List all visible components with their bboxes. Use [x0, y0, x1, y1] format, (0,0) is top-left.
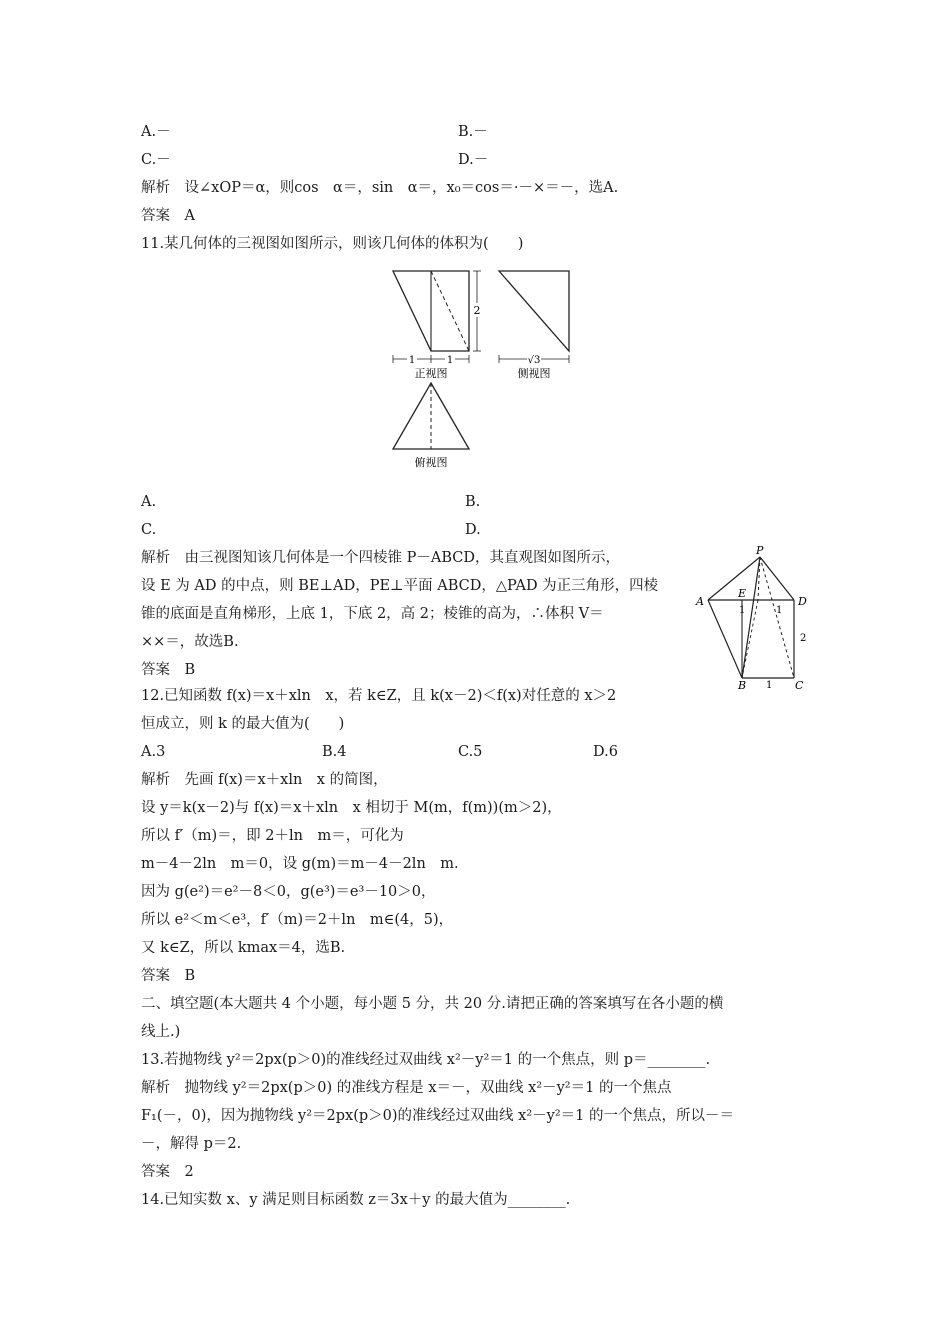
front-view-label: 正视图: [414, 367, 448, 380]
dim-1b-label: 1: [446, 355, 454, 366]
q12-option-d: D.6: [593, 744, 618, 760]
label-2: 2: [800, 633, 807, 644]
side-view-label: 侧视图: [517, 367, 551, 380]
q13-answer: 答案 2: [141, 1164, 194, 1180]
label-p: P: [756, 545, 764, 557]
q11-analysis-line1: 解析 由三视图知该几何体是一个四棱锥 P－ABCD，其直观图如图所示，: [141, 550, 620, 566]
q11-option-b: B.: [465, 494, 481, 510]
label-b: B: [738, 679, 747, 691]
front-view: [393, 271, 482, 380]
three-view-figure: [385, 265, 575, 475]
dim-sqrt3-label: √3: [527, 355, 541, 366]
label-1b: 1: [776, 605, 783, 616]
q12-analysis-line3: 所以 f′（m)＝，即 2＋ln m＝，可化为: [141, 828, 404, 844]
q11-option-a: A.: [141, 494, 157, 510]
q12-analysis-line2: 设 y＝k(x－2)与 f(x)＝x＋xln x 相切于 M(m，f(m))(m＞2)，: [141, 800, 562, 816]
q13-stem: 13.若抛物线 y²＝2px(p＞0)的准线经过双曲线 x²－y²＝1 的一个焦点，则 p＝________.: [141, 1052, 711, 1068]
q11-analysis-line4: ××＝，故选B.: [141, 634, 239, 650]
top-view-label: 俯视图: [414, 456, 448, 469]
q12-option-c: C.5: [458, 744, 483, 760]
q12-analysis-line4: m－4－2ln m＝0，设 g(m)＝m－4－2ln m.: [141, 856, 459, 872]
q10-option-b: B.－: [458, 124, 488, 140]
q12-option-b: B.4: [322, 744, 347, 760]
q12-stem-line1: 12.已知函数 f(x)＝x＋xln x，若 k∈Z，且 k(x－2)＜f(x)对任意的 x＞2: [141, 688, 617, 704]
dim-1a-label: 1: [408, 355, 416, 366]
q10-option-d: D.－: [458, 152, 489, 168]
q12-analysis-line1: 解析 先画 f(x)＝x＋xln x 的简图，: [141, 772, 388, 788]
label-a: A: [696, 595, 704, 608]
q11-option-d: D.: [465, 522, 481, 538]
q11-option-c: C.: [141, 522, 157, 538]
q12-analysis-line5: 因为 g(e²)＝e²－8＜0，g(e³)＝e³－10＞0，: [141, 884, 436, 900]
dim-2-label: 2: [473, 304, 481, 317]
q11-stem: 11.某几何体的三视图如图所示，则该几何体的体积为( ): [141, 236, 524, 252]
q12-analysis-line7: 又 k∈Z，所以 kmax＝4，选B.: [141, 940, 346, 956]
section2-heading-line2: 线上.): [141, 1024, 181, 1040]
label-1c: 1: [766, 680, 773, 691]
q12-answer: 答案 B: [141, 968, 196, 984]
q11-answer: 答案 B: [141, 662, 196, 678]
pyramid-figure: [694, 545, 814, 691]
label-e: E: [738, 587, 747, 600]
q13-analysis-line2: F₁(－，0)，因为抛物线 y²＝2px(p＞0)的准线经过双曲线 x²－y²＝1 的一个焦点，所以－＝: [141, 1108, 734, 1124]
q12-stem-line2: 恒成立，则 k 的最大值为( ): [141, 716, 345, 732]
q11-analysis-line2: 设 E 为 AD 的中点，则 BE⊥AD，PE⊥平面 ABCD，△PAD 为正三角形，四棱: [141, 578, 659, 594]
side-view: [499, 271, 569, 380]
q13-analysis-line1: 解析 抛物线 y²＝2px(p＞0) 的准线方程是 x＝－，双曲线 x²－y²＝1 的一个焦点: [141, 1080, 672, 1096]
label-d: D: [798, 595, 807, 608]
q13-analysis-line3: －，解得 p＝2.: [141, 1136, 242, 1152]
q10-option-a: A.－: [141, 124, 171, 140]
q10-option-c: C.－: [141, 152, 171, 168]
label-1a: 1: [739, 605, 746, 616]
top-view: [393, 383, 469, 469]
q10-answer: 答案 A: [141, 208, 195, 224]
q10-analysis: 解析 设∠xOP＝α，则cos α＝，sin α＝，x₀＝cos＝·－×＝－，选A.: [141, 180, 619, 196]
q14-stem: 14.已知实数 x、y 满足则目标函数 z＝3x＋y 的最大值为________.: [141, 1192, 571, 1208]
q11-analysis-line3: 锥的底面是直角梯形，上底 1，下底 2，高 2；棱锥的高为，∴体积 V＝: [141, 606, 604, 622]
q12-analysis-line6: 所以 e²＜m＜e³，f′（m)＝2＋ln m∈(4，5)，: [141, 912, 454, 928]
section2-heading-line1: 二、填空题(本大题共 4 个小题，每小题 5 分，共 20 分.请把正确的答案填写在各小题的横: [141, 996, 724, 1012]
label-c: C: [795, 679, 804, 691]
q12-option-a: A.3: [141, 744, 166, 760]
